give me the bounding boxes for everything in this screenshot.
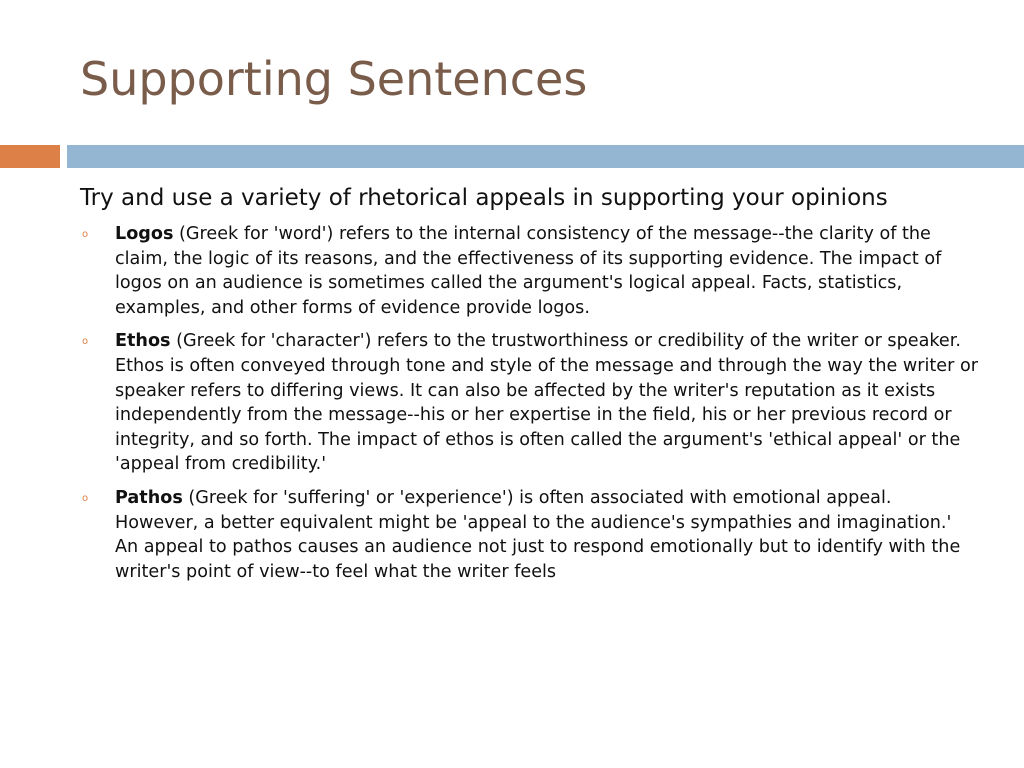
- intro-text: Try and use a variety of rhetorical appeals in supporting your opinions: [80, 185, 888, 211]
- accent-bar-orange: [0, 145, 60, 168]
- slide-content: [80, 183, 980, 593]
- appeals-list: [80, 222, 980, 584]
- term-pathos: Pathos: [115, 487, 183, 508]
- term-logos: Logos: [115, 224, 174, 244]
- bullet-circle-icon: o: [82, 229, 89, 240]
- list-item-logos: [80, 222, 980, 320]
- list-item-pathos: [80, 486, 980, 584]
- description-ethos: (Greek for 'character') refers to the trustworthiness or credibility of the writer or speaker. Ethos is often conveyed through tone and style of the message and through the way the writer or speaker refers to differing views. It can also be affected by the writer's reputation as it exists independently from the message--his or her expertise in the field, his or her previous record or integrity, and so forth. The impact of ethos is often called the argument's 'ethical appeal' or the 'appeal from credibility.': [115, 331, 978, 475]
- slide-title: Supporting Sentences: [80, 52, 588, 106]
- accent-bar-blue: [67, 145, 1024, 168]
- description-pathos: (Greek for 'suffering' or 'experience') is often associated with emotional appeal. However, a better equivalent might be 'appeal to the audience's sympathies and imagination.' An appeal to pathos causes an audience not just to respond emotionally but to identify with the writer's point of view--to feel what the writer feels: [115, 487, 961, 582]
- description-logos: (Greek for 'word') refers to the internal consistency of the message--the clarity of the claim, the logic of its reasons, and the effectiveness of its supporting evidence. The impact of logos on an audience is sometimes called the argument's logical appeal. Facts, statistics, examples, and other forms of evidence provide logos.: [115, 224, 942, 318]
- term-ethos: Ethos: [115, 331, 171, 352]
- bullet-circle-icon: o: [82, 492, 89, 504]
- bullet-circle-icon: o: [82, 336, 89, 348]
- list-item-ethos: [80, 329, 980, 477]
